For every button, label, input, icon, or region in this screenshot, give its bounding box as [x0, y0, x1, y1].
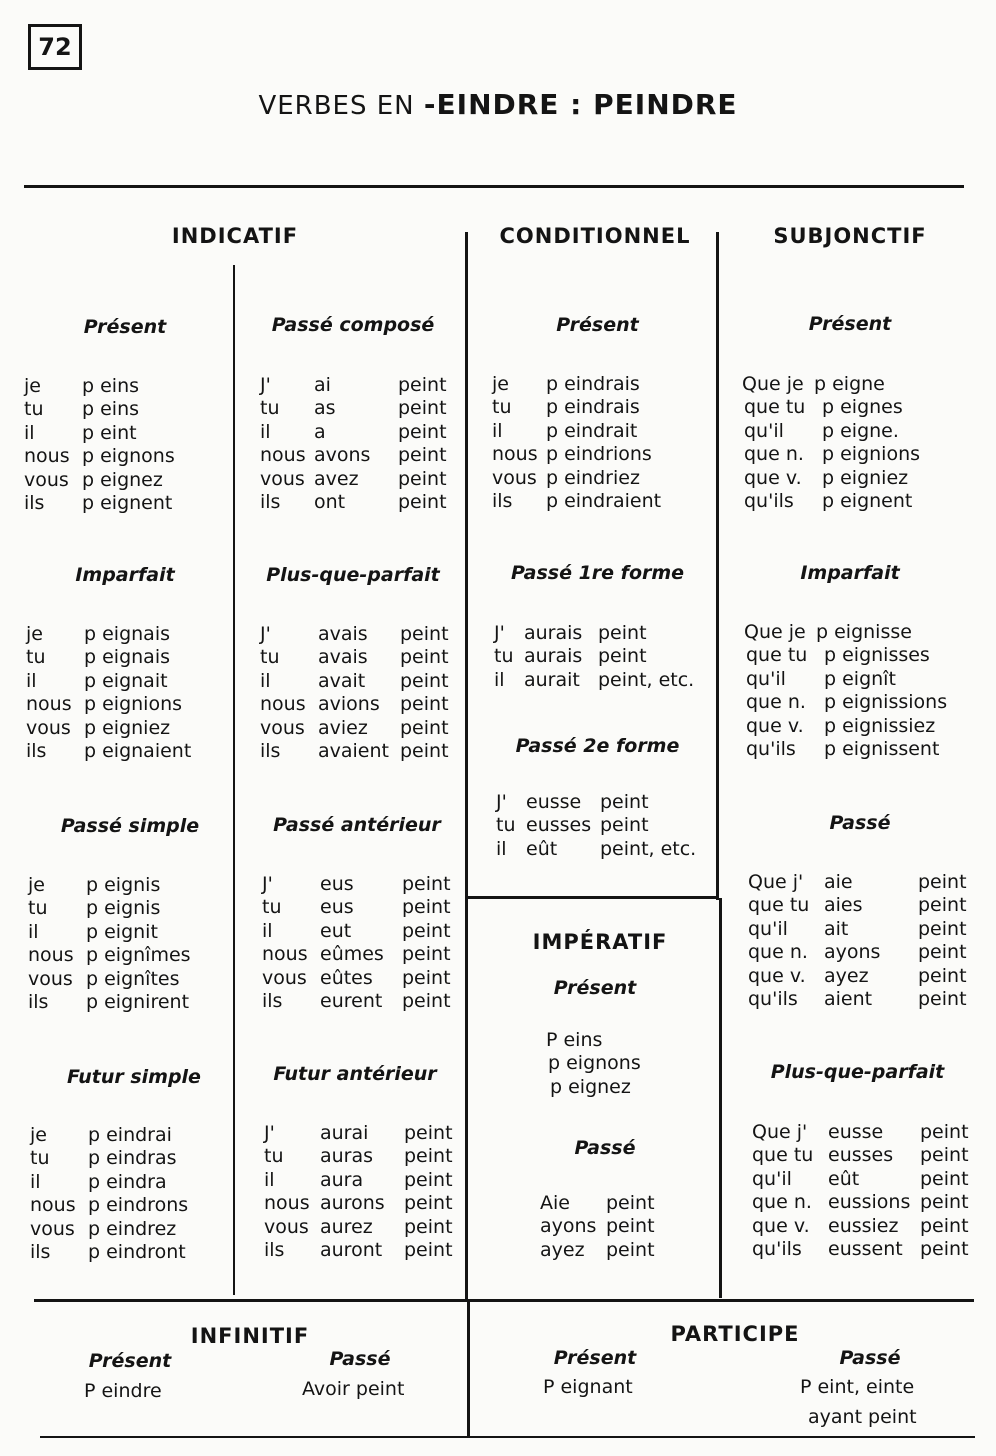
participle: peint: [398, 444, 447, 467]
pronoun: il: [260, 420, 271, 443]
auxiliary: eussions: [828, 1191, 911, 1214]
pronoun: que tu: [748, 894, 810, 917]
verb: p eigniez: [822, 466, 909, 489]
pronoun: nous: [264, 1192, 310, 1215]
pronoun: il: [30, 1170, 41, 1193]
participle: peint: [398, 490, 447, 513]
verb: p eignis: [86, 874, 161, 896]
pronoun: J': [496, 791, 507, 813]
pronoun: il: [264, 1168, 275, 1191]
pronoun: nous: [492, 443, 538, 466]
verb: p eindraient: [546, 489, 662, 512]
tense-passe-anterieur: Passé antérieur: [273, 814, 441, 836]
tense-imparfait: Imparfait: [75, 564, 175, 586]
tense-present: Présent: [83, 316, 167, 338]
pronoun: tu: [492, 396, 512, 419]
auxiliary: eussiez: [828, 1214, 899, 1237]
pronoun: que tu: [746, 644, 808, 667]
participe-passe-label: Passé: [839, 1347, 901, 1369]
pronoun: ils: [26, 739, 47, 762]
verb: p eigne: [814, 373, 885, 395]
heading-infinitif: INFINITIF: [190, 1324, 310, 1348]
auxiliary: aurais: [524, 645, 583, 668]
pronoun: qu'il: [744, 419, 784, 442]
pronoun: Que je: [742, 373, 804, 395]
pronoun: J': [264, 1122, 275, 1144]
auxiliary: auras: [320, 1145, 374, 1168]
verb: p eignent: [82, 491, 173, 514]
auxiliary: aurai: [320, 1122, 369, 1144]
pronoun: il: [24, 421, 35, 444]
participle: peint: [918, 941, 967, 964]
pronoun: il: [26, 669, 37, 692]
pronoun: tu: [260, 646, 280, 669]
pronoun: nous: [30, 1194, 76, 1217]
tense-imperatif-present: Présent: [553, 977, 637, 999]
participle: peint: [920, 1144, 969, 1167]
auxiliary: avais: [318, 646, 368, 669]
pronoun: Que j': [752, 1121, 808, 1143]
pronoun: J': [260, 374, 271, 396]
auxiliary: eusse: [828, 1121, 884, 1143]
pronoun: vous: [492, 466, 537, 489]
tense-futur-simple: Futur simple: [67, 1066, 201, 1088]
pronoun: qu'ils: [746, 737, 796, 760]
auxiliary: avions: [318, 693, 380, 716]
pronoun: tu: [30, 1147, 50, 1170]
auxiliary: eût: [828, 1167, 860, 1190]
title-prefix: VERBES EN: [258, 91, 415, 121]
pronoun: vous: [30, 1217, 75, 1240]
pronoun: je: [24, 375, 41, 397]
pronoun: tu: [262, 896, 282, 919]
title-suffix: -EINDRE : PEINDRE: [423, 88, 738, 121]
divider-imperatif-subjonctif: [719, 898, 722, 1298]
participe-passe-value-2: ayant peint: [808, 1406, 917, 1428]
tense-conditionnel-passe-2: Passé 2e forme: [515, 735, 680, 757]
tense-conditionnel-passe-1: Passé 1re forme: [510, 562, 685, 584]
verb: p eignîtes: [86, 967, 180, 990]
verb: p eignîmes: [86, 944, 191, 967]
pronoun: qu'il: [746, 667, 786, 690]
pronoun: que n.: [748, 941, 808, 964]
participle: peint: [404, 1122, 453, 1144]
auxiliary: avons: [314, 444, 371, 467]
verb: p eindrai: [88, 1124, 172, 1146]
participle: peint: [920, 1237, 969, 1260]
auxiliary: ayons: [540, 1215, 597, 1238]
verb: p eignons: [548, 1052, 641, 1075]
pronoun: il: [262, 919, 273, 942]
pronoun: ils: [260, 739, 281, 762]
pronoun: il: [492, 419, 503, 442]
auxiliary: aurais: [524, 622, 583, 644]
verb: p eignisses: [824, 644, 930, 667]
pronoun: que v.: [746, 714, 804, 737]
verb: p eignais: [84, 623, 170, 645]
participle: peint: [918, 894, 967, 917]
auxiliary: ai: [314, 374, 331, 396]
tense-plus-que-parfait: Plus-que-parfait: [266, 564, 440, 586]
pronoun: que tu: [752, 1144, 814, 1167]
pronoun: qu'ils: [744, 489, 794, 512]
pronoun: ils: [30, 1240, 51, 1263]
tense-imperatif-passe: Passé: [574, 1137, 636, 1159]
participle: peint: [400, 739, 449, 762]
tense-futur-anterieur: Futur antérieur: [273, 1063, 437, 1085]
pronoun: tu: [494, 645, 514, 668]
pronoun: qu'ils: [748, 987, 798, 1010]
pronoun: que v.: [748, 964, 806, 987]
verb: p eignissent: [824, 737, 940, 760]
participle: peint: [398, 397, 447, 420]
auxiliary: aurez: [320, 1215, 373, 1238]
participe-passe-value-1: P eint, einte: [800, 1376, 915, 1398]
pronoun: vous: [28, 967, 73, 990]
verb: p eignons: [82, 445, 175, 468]
auxiliary: eussent: [828, 1237, 903, 1260]
auxiliary: ait: [824, 917, 849, 940]
participle: peint: [918, 987, 967, 1010]
verb: p eignions: [84, 693, 183, 716]
pronoun: il: [28, 920, 39, 943]
verb: p eindriez: [546, 466, 640, 489]
auxiliary: avez: [314, 467, 359, 490]
auxiliary: eusses: [828, 1144, 894, 1167]
verb: p eignirent: [86, 990, 190, 1013]
participle: peint: [402, 873, 451, 895]
verb: p eignisse: [816, 621, 912, 643]
verb: p eigne.: [822, 419, 899, 442]
auxiliary: as: [314, 397, 336, 420]
participle: peint: [402, 896, 451, 919]
pronoun: tu: [24, 398, 44, 421]
auxiliary: aie: [824, 871, 853, 893]
infinitif-passe-value: Avoir peint: [302, 1378, 405, 1400]
tense-subjonctif-present: Présent: [808, 313, 892, 335]
participle: peint: [920, 1167, 969, 1190]
pronoun: tu: [260, 397, 280, 420]
auxiliary: a: [314, 420, 326, 443]
pronoun: nous: [26, 693, 72, 716]
pronoun: je: [28, 874, 45, 896]
verb: p eignent: [822, 489, 913, 512]
pronoun: que tu: [744, 396, 806, 419]
pronoun: je: [492, 373, 509, 395]
pronoun: que v.: [744, 466, 802, 489]
pronoun: vous: [262, 966, 307, 989]
pronoun: que v.: [752, 1214, 810, 1237]
auxiliary: aviez: [318, 716, 368, 739]
divider-conditionnel-subjonctif: [716, 232, 719, 900]
pronoun: il: [494, 668, 505, 691]
auxiliary: auront: [320, 1238, 383, 1261]
verb: p eignaient: [84, 739, 192, 762]
auxiliary: eûtes: [320, 966, 373, 989]
pronoun: tu: [496, 814, 516, 837]
pronoun: ils: [264, 1238, 285, 1261]
verb: p eindrait: [546, 419, 638, 442]
bottom-rule: [40, 1436, 975, 1438]
participle: peint: [402, 989, 451, 1012]
verb: p eignissiez: [824, 714, 936, 737]
verb: p eindront: [88, 1240, 186, 1263]
participle: peint: [404, 1145, 453, 1168]
tense-passe-simple: Passé simple: [60, 815, 200, 837]
pronoun: nous: [24, 445, 70, 468]
verb: p eignis: [86, 897, 161, 920]
divider-indicatif-conditionnel: [465, 232, 468, 1300]
auxiliary: eus: [320, 873, 354, 895]
participle: peint: [920, 1191, 969, 1214]
divider-conditionnel-imperatif: [467, 896, 719, 899]
auxiliary: eûmes: [320, 943, 384, 966]
tense-subjonctif-plus-que-parfait: Plus-que-parfait: [770, 1061, 945, 1083]
heading-conditionnel: CONDITIONNEL: [499, 224, 691, 248]
verb: p eignit: [86, 920, 158, 943]
participle: peint: [400, 646, 449, 669]
participe-present-label: Présent: [553, 1347, 637, 1369]
pronoun: tu: [28, 897, 48, 920]
tense-subjonctif-imparfait: Imparfait: [800, 562, 900, 584]
participle: peint: [402, 919, 451, 942]
verb: p eindrais: [546, 373, 640, 395]
participle: peint, etc.: [598, 668, 695, 691]
pronoun: Que j': [748, 871, 804, 893]
participle: peint: [920, 1214, 969, 1237]
participle: peint: [920, 1121, 969, 1143]
auxiliary: Aie: [540, 1192, 570, 1214]
auxiliary: ont: [314, 490, 346, 513]
verb: p eigniez: [84, 716, 171, 739]
auxiliary: aurons: [320, 1192, 385, 1215]
pronoun: Que je: [744, 621, 806, 643]
pronoun: ils: [492, 489, 513, 512]
participle: peint: [600, 814, 649, 837]
participe-present-value: P eignant: [543, 1376, 633, 1398]
pronoun: nous: [262, 943, 308, 966]
pronoun: J': [494, 622, 505, 644]
auxiliary: avait: [318, 669, 366, 692]
pronoun: il: [260, 669, 271, 692]
auxiliary: aient: [824, 987, 873, 1010]
verb: p eindra: [88, 1170, 167, 1193]
verb: p eindrons: [88, 1194, 189, 1217]
auxiliary: avais: [318, 623, 368, 645]
participle: peint: [402, 943, 451, 966]
auxiliary: eus: [320, 896, 354, 919]
participle: peint: [918, 964, 967, 987]
tense-conditionnel-present: Présent: [556, 314, 639, 336]
participle: peint: [404, 1168, 453, 1191]
participle: peint, etc.: [600, 837, 697, 860]
infinitif-passe-label: Passé: [329, 1348, 391, 1370]
participle: peint: [402, 966, 451, 989]
pronoun: que n.: [752, 1191, 812, 1214]
verb: P eins: [546, 1029, 603, 1051]
pronoun: vous: [24, 468, 69, 491]
participle: peint: [398, 420, 447, 443]
auxiliary: ayez: [824, 964, 869, 987]
participle: peint: [918, 871, 967, 893]
participle: peint: [400, 669, 449, 692]
divider-indicatif-inner: [233, 265, 235, 1295]
pronoun: ils: [28, 990, 49, 1013]
pronoun: nous: [260, 444, 306, 467]
heading-subjonctif: SUBJONCTIF: [773, 224, 927, 248]
heading-indicatif: INDICATIF: [171, 224, 299, 248]
pronoun: vous: [260, 467, 305, 490]
pronoun: ils: [262, 989, 283, 1012]
pronoun: qu'il: [748, 917, 788, 940]
pronoun: qu'il: [752, 1167, 792, 1190]
participle: peint: [400, 716, 449, 739]
pronoun: nous: [28, 944, 74, 967]
verb: p eint: [82, 421, 137, 444]
participle: peint: [600, 791, 649, 813]
verb: p eignez: [550, 1075, 631, 1098]
participle: peint: [606, 1192, 655, 1214]
pronoun: qu'ils: [752, 1237, 802, 1260]
bottom-divider: [467, 1300, 470, 1436]
auxiliary: eut: [320, 919, 352, 942]
top-rule: [24, 185, 964, 188]
participle: peint: [606, 1238, 655, 1261]
infinitif-present-label: Présent: [88, 1350, 172, 1372]
pronoun: je: [30, 1124, 47, 1146]
auxiliary: avaient: [318, 739, 389, 762]
verb: p eins: [82, 398, 140, 421]
participle: peint: [398, 467, 447, 490]
verb: p eindrions: [546, 443, 652, 466]
participle: peint: [404, 1238, 453, 1261]
participle: peint: [606, 1215, 655, 1238]
auxiliary: ayons: [824, 941, 881, 964]
participle: peint: [400, 623, 449, 645]
verb: p eignez: [82, 468, 163, 491]
verb: p eignais: [84, 646, 170, 669]
page-title: [0, 88, 996, 121]
auxiliary: eût: [526, 837, 558, 860]
infinitif-present-value: P eindre: [84, 1380, 162, 1402]
pronoun: ils: [260, 490, 281, 513]
pronoun: que n.: [744, 443, 804, 466]
participle: peint: [404, 1215, 453, 1238]
participle: peint: [404, 1192, 453, 1215]
verb: p eignait: [84, 669, 168, 692]
verb: p eignes: [822, 396, 903, 419]
auxiliary: aurait: [524, 668, 580, 691]
pronoun: tu: [264, 1145, 284, 1168]
pronoun: nous: [260, 693, 306, 716]
verb: p eignissions: [824, 691, 948, 714]
pronoun: J': [260, 623, 271, 645]
participle: peint: [918, 917, 967, 940]
heading-participe: PARTICIPE: [670, 1322, 800, 1346]
pronoun: vous: [26, 716, 71, 739]
verb: p eins: [82, 375, 140, 397]
pronoun: vous: [264, 1215, 309, 1238]
verb: p eignît: [824, 667, 896, 690]
heading-imperatif: IMPÉRATIF: [532, 930, 668, 954]
verb: p eindrez: [88, 1217, 177, 1240]
verb: p eignions: [822, 443, 921, 466]
pronoun: J': [262, 873, 273, 895]
pronoun: que n.: [746, 691, 806, 714]
tense-passe-compose: Passé composé: [271, 314, 435, 336]
page-number: 72: [28, 24, 82, 70]
verb: p eindras: [88, 1147, 177, 1170]
verb: p eindrais: [546, 396, 640, 419]
auxiliary: ayez: [540, 1238, 585, 1261]
participle: peint: [400, 693, 449, 716]
auxiliary: eusses: [526, 814, 592, 837]
pronoun: je: [26, 623, 43, 645]
auxiliary: eurent: [320, 989, 383, 1012]
pronoun: vous: [260, 716, 305, 739]
participle: peint: [398, 374, 447, 396]
participle: peint: [598, 622, 647, 644]
auxiliary: eusse: [526, 791, 582, 813]
bottom-section-rule: [34, 1299, 974, 1302]
pronoun: tu: [26, 646, 46, 669]
pronoun: ils: [24, 491, 45, 514]
participle: peint: [598, 645, 647, 668]
pronoun: il: [496, 837, 507, 860]
auxiliary: aura: [320, 1168, 364, 1191]
auxiliary: aies: [824, 894, 863, 917]
tense-subjonctif-passe: Passé: [829, 812, 891, 834]
